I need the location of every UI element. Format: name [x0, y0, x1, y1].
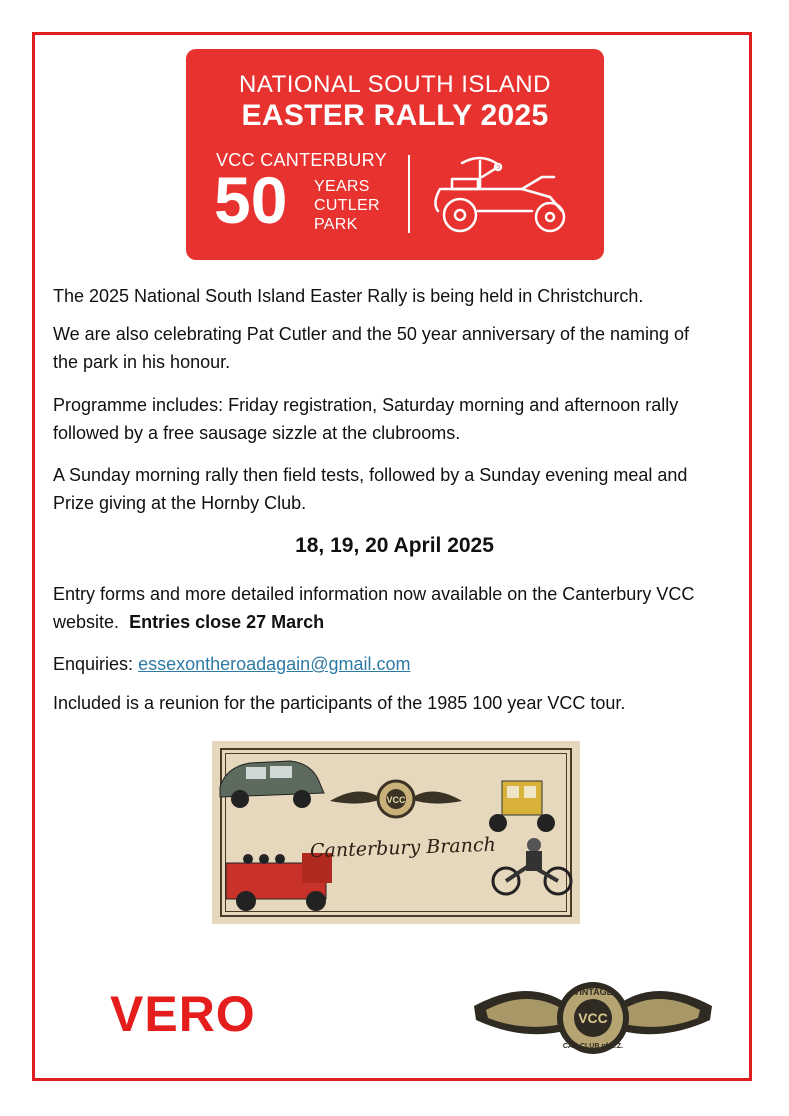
- paragraph-celebration: [53, 320, 753, 376]
- banner-divider: [408, 155, 410, 233]
- paragraph-intro: The 2025 National South Island Easter Rally is being held in Christchurch.: [53, 286, 644, 306]
- rally-banner: [186, 49, 604, 260]
- paragraph-celebration-line2: the park in his honour.: [53, 352, 231, 372]
- banner-cutler-word: CUTLER: [314, 197, 380, 214]
- banner-years-text: [314, 177, 380, 234]
- paragraph-reunion: Included is a reunion for the participants of the 1985 100 year VCC tour.: [53, 693, 626, 713]
- paragraph-programme: [53, 391, 753, 447]
- paragraph-sunday: [53, 461, 753, 517]
- paragraph-entry-forms: [53, 580, 753, 636]
- enquiries-line: [53, 650, 753, 678]
- banner-anniversary-number: 50: [214, 163, 288, 237]
- right-wing-icon: [616, 991, 712, 1034]
- banner-title-line1: NATIONAL SOUTH ISLAND: [239, 71, 551, 98]
- logo-top-text: VINTAGE: [573, 987, 613, 997]
- entries-close-text: Entries close 27 March: [129, 612, 325, 632]
- paragraph-entry-forms-line2: [53, 608, 753, 636]
- branch-illustrations: [212, 741, 580, 924]
- branch-title: Canterbury Branch: [309, 833, 497, 863]
- left-wing-icon: [474, 991, 570, 1034]
- badge-vcc-text: VCC: [386, 795, 406, 805]
- banner-years-word: YEARS: [314, 178, 370, 195]
- banner-park-word: PARK: [314, 216, 358, 233]
- enquiries-email-link[interactable]: essexontheroadagain@gmail.com: [138, 654, 411, 674]
- paragraph-entry-forms-line1: Entry forms and more detailed information now available on the Canterbury VCC: [53, 584, 695, 604]
- enquiries-label: Enquiries:: [53, 654, 134, 674]
- vero-sponsor-logo: VERO: [110, 986, 256, 1042]
- paragraph-sunday-line2: Prize giving at the Hornby Club.: [53, 493, 307, 513]
- paragraph-celebration-line1: We are also celebrating Pat Cutler and the 50 year anniversary of the naming of: [53, 324, 690, 344]
- motorcycle-icon: [493, 838, 571, 894]
- paragraph-sunday-line1: A Sunday morning rally then field tests, followed by a Sunday evening meal and: [53, 465, 688, 485]
- logo-center-text: VCC: [578, 1010, 608, 1026]
- vintage-car-icon: [422, 147, 582, 235]
- yellow-vintage-car-icon: [489, 781, 555, 832]
- vcc-badge-icon: [330, 781, 462, 817]
- paragraph-programme-line1: Programme includes: Friday registration, Saturday morning and afternoon rally: [53, 395, 679, 415]
- event-date: 18, 19, 20 April 2025: [295, 534, 494, 557]
- vcc-winged-logo: [470, 976, 716, 1060]
- website-text: website.: [53, 612, 120, 632]
- sedan-car-icon: [220, 761, 324, 808]
- banner-club: VCC CANTERBURY: [216, 150, 387, 170]
- logo-bottom-text: CAR CLUB of N.Z.: [562, 1043, 624, 1050]
- paragraph-programme-line2: followed by a free sausage sizzle at the clubrooms.: [53, 423, 461, 443]
- banner-title-line2: EASTER RALLY 2025: [241, 99, 549, 132]
- canterbury-branch-image: [212, 741, 580, 924]
